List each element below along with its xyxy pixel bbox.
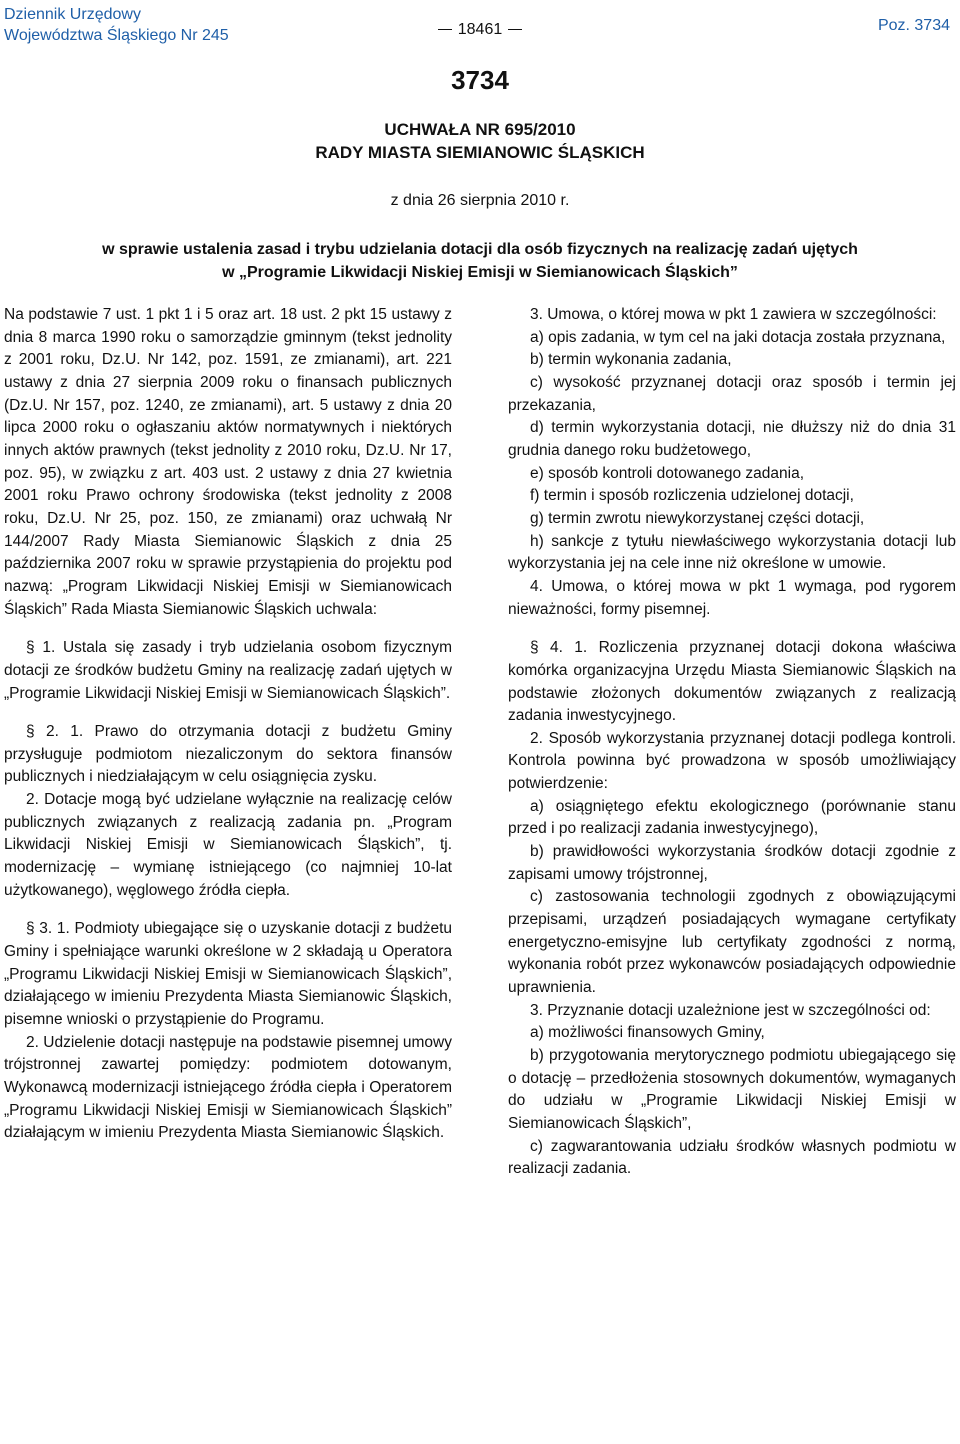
list-item-h: h) sankcje z tytułu niewłaściwego wykorzystania dotacji lub wykorzystania jej na cele inne niż określone w umowie. (508, 532, 956, 573)
resolution-title-line1: UCHWAŁA NR 695/2010 (384, 120, 576, 139)
journal-name-line2: Województwa Śląskiego Nr 245 (4, 27, 229, 44)
paragraph-s4-1: § 4. 1. Rozliczenia przyznanej dotacji dokona właściwa komórka organizacyjna Urzędu Miasta Siemianowic Śląskich na podstawie złożonych dokumentów związanych z realizacją zadania inwestycyjnego. (508, 639, 956, 725)
resolution-subject (0, 238, 960, 284)
list-item-c: c) zastosowania technologii zgodnych z obowiązującymi przepisami, urządzeń posiadających wymagane certyfikaty energetyczno-emisyjne lub certyfikaty zgodności z normą, wykonania robót przez wykonawców posiadających odpowiednie uprawnienia. (508, 888, 956, 997)
paragraph-s3-4: 4. Umowa, o której mowa w pkt 1 wymaga, pod rygorem nieważności, formy pisemnej. (508, 577, 956, 618)
list-item-f: f) termin i sposób rozliczenia udzielonej dotacji, (530, 487, 854, 505)
page-header (0, 0, 960, 48)
page-number-value: 18461 (457, 21, 503, 38)
paragraph-s3-3: 3. Umowa, o której mowa w pkt 1 zawiera w szczególności: (530, 306, 937, 323)
spacer (4, 902, 452, 918)
subject-line2: w „Programie Likwidacji Niskiej Emisji w Siemianowicach Śląskich” (222, 264, 738, 281)
list-item-c: c) zagwarantowania udziału środków własnych podmiotu w realizacji zadania. (508, 1137, 956, 1178)
list-item-c: c) wysokość przyznanej dotacji oraz sposób i termin jej przekazania, (508, 373, 956, 414)
list-item-a: a) możliwości finansowych Gminy, (530, 1024, 765, 1042)
paragraph-s3-1: § 3. 1. Podmioty ubiegające się o uzyskanie dotacji z budżetu Gminy i spełniające warunki określone w 2 składają u Operatora „Programu Likwidacji Niskiej Emisji w Siemianowicach Śląskich”, działającego w imieniu Prezydenta Miasta Siemianowic Śląskich, pisemne wnioski o przystąpienie do Programu. (4, 920, 452, 1029)
position-label: Poz. 3734 (877, 17, 950, 34)
preamble-paragraph: Na podstawie 7 ust. 1 pkt 1 i 5 oraz art. 18 ust. 2 pkt 15 ustawy z dnia 8 marca 1990 roku o samorządzie gminnym (tekst jednolity z 2001 roku, Dz.U. Nr 142, poz. 1591, ze zmianami), art. 221 ustawy z dnia 27 sierpnia 2009 roku o finansach publicznych (Dz.U. Nr 157, poz. 1240, ze zmianami), art. 5 ustawy z dnia 20 lipca 2000 roku o ogłaszaniu aktów normatywnych i niektórych innych aktów prawnych (tekst jednolity z 2010 roku, Dz.U. Nr 17, poz. 95), w związku z art. 403 ust. 2 ustawy z dnia 27 kwietnia 2001 roku Prawo ochrony środowiska (tekst jednolity z 2008 roku, Dz.U. Nr 25, poz. 150, ze zmianami) oraz uchwałą Nr 144/2007 Rady Miasta Siemianowic Śląskich z dnia 25 października 2007 roku w sprawie przystąpienia do projektu pod nazwą: „Program Likwidacji Niskiej Emisji w Siemianowicach Śląskich” Rada Miasta Siemianowic Śląskich uchwala: (4, 306, 452, 618)
list-item-a: a) osiągniętego efektu ekologicznego (porównanie stanu przed i po realizacji zadania inwestycyjnego), (508, 797, 956, 838)
spacer (508, 621, 956, 637)
journal-name (4, 4, 229, 46)
document-title-block (0, 60, 960, 164)
resolution-date: z dnia 26 sierpnia 2010 r. (390, 192, 570, 209)
list-item-d: d) termin wykorzystania dotacji, nie dłuższy niż do dnia 31 grudnia danego roku budżetowego, (508, 419, 956, 459)
paragraph-s3-2: 2. Udzielenie dotacji następuje na podstawie pisemnej umowy trójstronnej zawartej pomiędzy: podmiotem dotowanym, Wykonawcą modernizacji istniejącego źródła ciepła i Operatorem „Programu Likwidacji Niskiej Emisji w Siemianowicach Śląskich” działającym w imieniu Prezydenta Miasta Siemianowic Śląskich. (4, 1033, 452, 1142)
list-item-b: b) termin wykonania zadania, (530, 351, 732, 369)
right-column (508, 304, 956, 1181)
dash-left (438, 29, 452, 30)
paragraph-s4-3: 3. Przyznanie dotacji uzależnione jest w szczególności od: (530, 1001, 931, 1019)
dash-right (508, 29, 522, 30)
journal-name-line1: Dziennik Urzędowy (4, 6, 141, 23)
page-number (420, 21, 540, 39)
list-item-e: e) sposób kontroli dotowanego zadania, (530, 464, 805, 482)
list-item-b: b) przygotowania merytorycznego podmiotu ubiegającego się o dotację – przedłożenia stosownych dokumentów, wymaganych do udziału w „Programie Likwidacji Niskiej Emisji w Siemianowicach Śląskich”, (508, 1047, 956, 1132)
left-column (4, 304, 452, 1145)
list-item-a: a) opis zadania, w tym cel na jaki dotacja została przyznana, (530, 328, 946, 346)
spacer (4, 621, 452, 637)
subject-line1: w sprawie ustalenia zasad i trybu udzielania dotacji dla osób fizycznych na realizację zadań ujętych (102, 241, 858, 258)
document-number: 3734 (451, 65, 509, 95)
paragraph-s1: § 1. Ustala się zasady i tryb udzielania osobom fizycznym dotacji ze środków budżetu Gminy na realizację zadań ujętych w „Programie Likwidacji Niskiej Emisji w Siemianowicach Śląskich”. (4, 639, 452, 702)
resolution-title-line2: RADY MIASTA SIEMIANOWIC ŚLĄSKICH (315, 143, 645, 162)
paragraph-s2-2: 2. Dotacje mogą być udzielane wyłącznie na realizację celów publicznych związanych z realizacją zadania pn. „Program Likwidacji Niskiej Emisji w Siemianowicach Śląskich”, tj. modernizację – wymianę istniejącego (co najmniej 10-lat użytkowanego), węglowego źródła ciepła. (4, 791, 452, 899)
paragraph-s2-1: § 2. 1. Prawo do otrzymania dotacji z budżetu Gminy przysługuje podmiotom niezaliczonym do sektora finansów publicznych i niedziałającym w celu osiągnięcia zysku. (4, 723, 452, 786)
list-item-g: g) termin zwrotu niewykorzystanej części dotacji, (530, 509, 865, 527)
spacer (4, 705, 452, 721)
list-item-b: b) prawidłowości wykorzystania środków dotacji zgodnie z zapisami umowy trójstronnej, (508, 843, 956, 883)
paragraph-s4-2: 2. Sposób wykorzystania przyznanej dotacji podlega kontroli. Kontrola powinna być prowadzona w sposób umożliwiający potwierdzenie: (508, 729, 956, 793)
